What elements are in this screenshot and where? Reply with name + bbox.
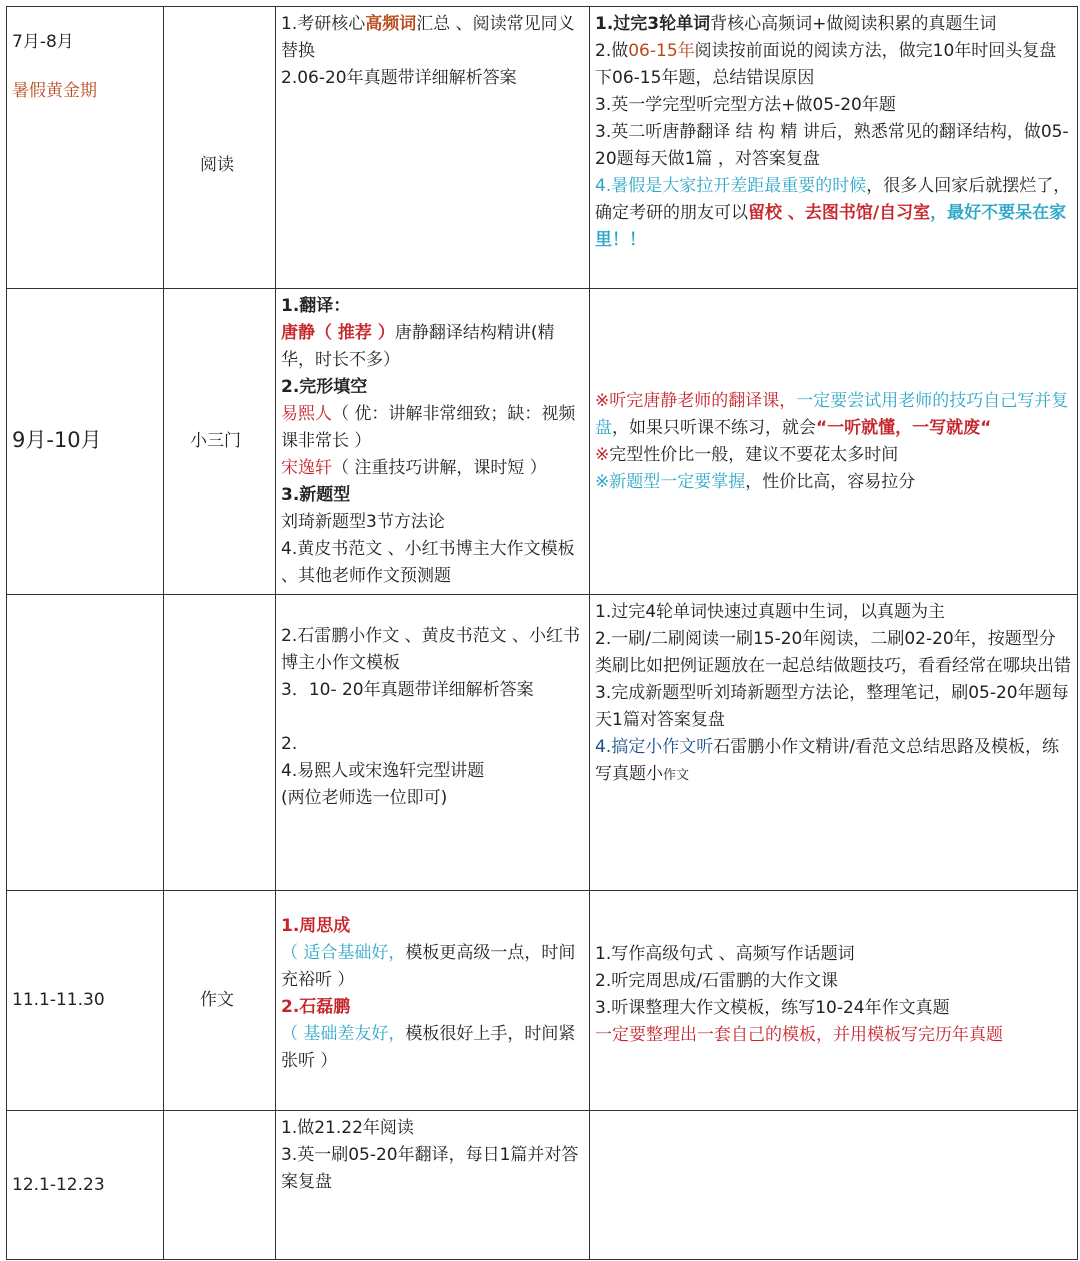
table-row [7,7,1078,289]
subject-cell [164,1111,276,1260]
materials-heading: 2.完形填空 [281,377,368,397]
materials-cell [276,595,590,891]
table-row [7,891,1078,1111]
plan-line: 1.过完3轮单词背核心高频词+做阅读积累的真题生词 [595,14,997,34]
materials-cell [276,7,590,289]
materials-heading: 2.石磊鹏 [281,997,351,1017]
materials-line: 刘琦新题型3节方法论 [281,512,445,532]
materials-line: 2.石雷鹏小作文 、黄皮书范文 、小红书博主小作文模板 [281,626,581,673]
period-label: 9月-10月 [12,428,102,452]
materials-line: 3．10- 20年真题带详细解析答案 [281,680,534,700]
plan-line: 3.听课整理大作文模板，练写10-24年作文真题 [595,998,950,1018]
period-cell [7,891,164,1111]
period-cell [7,595,164,891]
plan-line: 3.英二听唐静翻译 结 构 精 讲后，熟悉常见的翻译结构，做05-20题每天做1篇 ，对答案复盘 [595,122,1069,169]
period-label: 11.1-11.30 [12,990,105,1010]
materials-cell [276,1111,590,1260]
materials-heading: 1.翻译： [281,296,351,316]
materials-line: 3.英一刷05-20年翻译，每日1篇并对答案复盘 [281,1145,579,1192]
plan-cell [590,1111,1078,1260]
period-cell [7,289,164,595]
period-cell [7,7,164,289]
plan-line: 4.暑假是大家拉开差距最重要的时候，很多人回家后就摆烂了，确定考研的朋友可以留校 、去图书馆/自习室，最好不要呆在家里！！ [595,176,1071,250]
plan-line: 2.做06-15年阅读按前面说的阅读方法，做完10年时回头复盘下06-15年题，总结错误原因 [595,41,1057,88]
period-label: 7月-8月 [12,32,74,52]
materials-line: (两位老师选一位即可) [281,788,448,808]
materials-line: （ 适合基础好，模板更高级一点，时间充裕听 ） [281,943,576,990]
plan-cell [590,595,1078,891]
materials-heading: 1.周思成 [281,916,351,936]
materials-heading: 3.新题型 [281,485,351,505]
materials-cell [276,891,590,1111]
plan-line: 3.完成新题型听刘琦新题型方法论，整理笔记，刷05-20年题每天1篇对答案复盘 [595,683,1069,730]
materials-line: 1.做21.22年阅读 [281,1118,414,1138]
plan-line: 2.听完周思成/石雷鹏的大作文课 [595,971,838,991]
materials-line: 2. [281,734,298,754]
subject-cell [164,595,276,891]
subject-label: 阅读 [200,155,234,175]
period-label: 12.1-12.23 [12,1174,105,1195]
period-highlight: 暑假黄金期 [12,81,97,101]
plan-line: ※新题型一定要掌握，性价比高，容易拉分 [595,471,916,492]
plan-line: 1.过完4轮单词快速过真题中生词，以真题为主 [595,602,946,622]
plan-line: 1.写作高级句式 、高频写作话题词 [595,944,855,964]
subject-cell [164,289,276,595]
plan-line: ※听完唐静老师的翻译课，一定要尝试用老师的技巧自己写并复盘，如果只听课不练习，就会“一听就懂，一写就废“ [595,390,1069,438]
plan-cell [590,7,1078,289]
plan-line: 2.一刷/二刷阅读一刷15-20年阅读，二刷02-20年，按题型分类刷比如把例证题放在一起总结做题技巧，看看经常在哪块出错 [595,629,1071,676]
plan-line: 一定要整理出一套自己的模板，并用模板写完历年真题 [595,1025,1003,1045]
subject-cell [164,7,276,289]
period-cell [7,1111,164,1260]
plan-cell [590,891,1078,1111]
subject-cell [164,891,276,1111]
materials-line: 2.06-20年真题带详细解析答案 [281,68,517,88]
plan-cell [590,289,1078,595]
subject-label: 小三门 [190,431,241,451]
materials-line: 易熙人（ 优：讲解非常细致；缺：视频课非常长 ） [281,404,576,451]
table-row [7,1111,1078,1260]
table-row [7,595,1078,891]
materials-line: 4.黄皮书范文 、小红书博主大作文模板 、其他老师作文预测题 [281,539,575,586]
materials-line: 唐静（ 推荐 ）唐静翻译结构精讲(精华，时长不多） [281,323,555,370]
materials-cell [276,289,590,595]
plan-line: ※完型性价比一般，建议不要花太多时间 [595,444,899,465]
plan-line: 3.英一学完型听完型方法+做05-20年题 [595,95,896,115]
materials-line: 宋逸轩（ 注重技巧讲解，课时短 ） [281,458,547,478]
materials-line: （ 基础差友好，模板很好上手，时间紧张听 ） [281,1024,576,1071]
table-row [7,289,1078,595]
study-plan-table [6,6,1078,1260]
plan-line: 4.搞定小作文听石雷鹏小作文精讲/看范文总结思路及模板，练写真题小作文 [595,737,1059,784]
materials-line: 4.易熙人或宋逸轩完型讲题 [281,761,485,781]
materials-line: 1.考研核心高频词汇总 、阅读常见同义替换 [281,14,575,61]
subject-label: 作文 [200,990,234,1010]
